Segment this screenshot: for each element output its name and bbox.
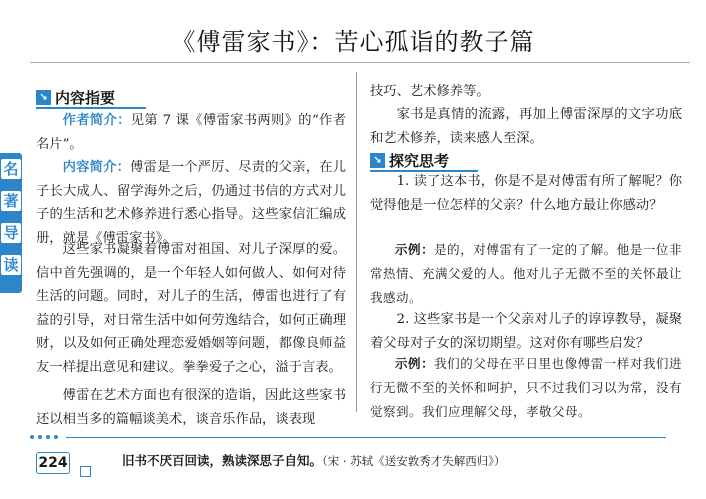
question-2: 2. 这些家书是一个父亲对儿子的谆谆教导，凝聚着父母对子女的深切期望。这对你有哪些启发？ [370,312,682,351]
decorative-square [80,466,91,477]
content-intro [36,156,346,250]
footer-dotted-rule [30,433,670,441]
section-heading-summary [36,89,146,109]
content-label: 内容简介： [62,160,131,175]
footer-rule [66,437,666,438]
dot [38,435,42,439]
page-number: 224 [36,452,70,474]
section-heading-text: 探究思考 [389,152,450,170]
arrow-box-icon: ↘ [370,153,385,168]
example-answer-2 [370,352,682,424]
paragraph: 傅雷在艺术方面也有很深的造诣，因此这些家书还以相当多的篇幅谈美术，谈音乐作品，谈表现 [36,388,346,427]
author-label: 作者简介： [62,113,131,128]
side-tab-char: 名 [1,159,21,179]
paragraph: 家书是真情的流露，再加上傅雷深厚的文字功底和艺术修养，读来感人至深。 [370,107,682,146]
column-divider [356,72,357,412]
section-heading-inquiry [370,152,478,172]
question-1: 1. 读了这本书，你是不是对傅雷有所了解呢？你觉得他是一位怎样的父亲？什么地方最让你感动？ [370,174,682,213]
title-divider [30,62,690,63]
dot [46,435,50,439]
author-text: 见第 7 课《傅雷家书两则》的“作者名片”。 [36,113,347,152]
side-tab-char: 著 [1,191,21,211]
side-category-tab [0,153,22,293]
paragraph: 这些家书凝聚着傅雷对祖国、对儿子深厚的爱。信中首先强调的，是一个年轻人如何做人、如何对待生活的问题。同时，对儿子的生活，傅雷也进行了有益的引导，对日常生活中如何劳逸结合，如何正确理财，以及如何正确处理恋爱婚姻等问题，都像良师益友一样提出意见和建议。拳拳爱子之心，溢于言表。 [36,242,346,375]
content-text: 傅雷是一个严厉、尽责的父亲，在儿子长大成人、留学海外之后，仍通过书信的方式对儿子的生活和艺术修养进行悉心指导。这些家信汇编成册，就是《傅雷家书》。 [36,160,347,246]
example-text: 是的，对傅雷有了一定的了解。他是一位非常热情、充满父爱的人。他对儿子无微不至的关怀最让我感动。 [370,242,683,305]
example-text: 我们的父母在平日里也像傅雷一样对我们进行无微不至的关怀和呵护，只不过我们习以为常，没有觉察到。我们应理解父母，孝敬父母。 [370,356,683,419]
arrow-box-icon: ↘ [36,90,51,105]
footer-source: （宋 · 苏轼《送安敦秀才失解西归》） [322,454,506,468]
example-answer-1 [370,238,682,310]
section-heading-text: 内容指要 [55,89,116,107]
dot [54,435,58,439]
author-intro [36,109,346,156]
example-label: 示例： [395,356,435,371]
example-label: 示例： [395,242,435,257]
side-tab-char: 读 [1,255,21,275]
page-title: 《傅雷家书》：苦心孤诣的教子篇 [171,28,535,56]
footer-quote-line [122,451,505,469]
footer-quote: 旧书不厌百回读，熟读深思子自知。 [122,453,323,468]
dot [30,435,34,439]
paragraph-continued: 技巧、艺术修养等。 [370,84,490,99]
side-tab-char: 导 [1,223,21,243]
